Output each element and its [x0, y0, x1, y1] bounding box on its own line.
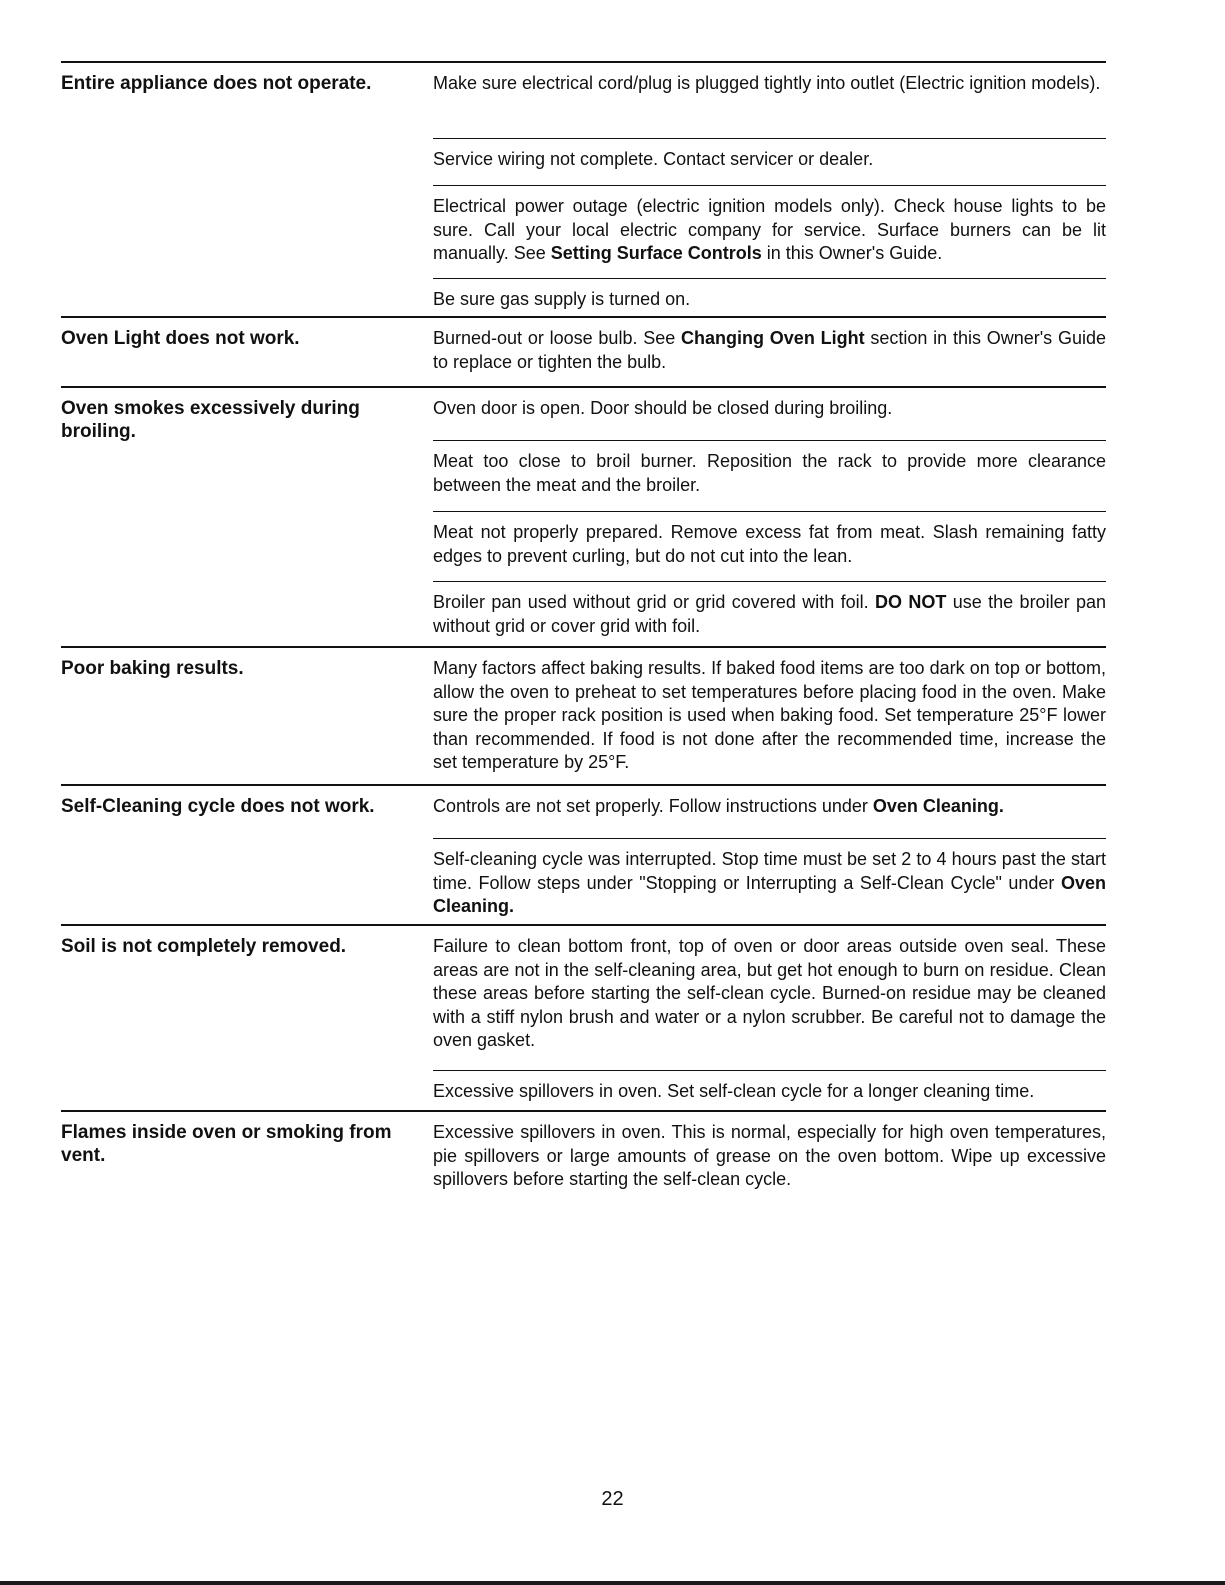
solution-text: [433, 521, 1106, 568]
solution-text: [433, 795, 1106, 819]
emphasis-text: DO NOT: [875, 592, 947, 612]
troubleshooting-row: [61, 386, 1106, 636]
solution-item: [433, 511, 1106, 568]
problem-heading: Poor baking results.: [61, 658, 244, 679]
emphasis-text: Setting Surface Controls: [550, 243, 762, 263]
solution-item: [433, 581, 1106, 638]
troubleshooting-row: [61, 924, 1106, 1101]
text-run: Oven door is open. Door should be closed during broiling.: [433, 398, 893, 418]
problem-heading: Flames inside oven or smoking from vent.: [61, 1122, 392, 1166]
text-run: Excessive spillovers in oven. This is normal, especially for high oven temperatures, pie spillovers or large amounts of grease on the oven bottom. Wipe up excessive spillovers before starting the self-clean cycle.: [433, 1122, 1106, 1189]
page-bottom-edge: [0, 1581, 1225, 1585]
text-run: section in this Owner's Guide to replace or tighten the bulb.: [433, 328, 1106, 372]
emphasis-text: Oven Cleaning.: [433, 872, 1106, 916]
text-run: Burned-out or loose bulb. See: [433, 328, 682, 348]
problem-heading: Oven smokes excessively during broiling.: [61, 398, 360, 442]
solution-item: [433, 318, 1106, 374]
problem-heading: Soil is not completely removed.: [61, 936, 347, 957]
page-number: 22: [601, 1488, 624, 1510]
solution-text: [433, 848, 1106, 919]
text-run: Make sure electrical cord/plug is plugged tightly into outlet (Electric ignition models).: [433, 73, 1101, 93]
solution-text: [433, 72, 1106, 96]
text-run: Excessive spillovers in oven. Set self-clean cycle for a longer cleaning time.: [433, 1081, 1035, 1101]
troubleshooting-row: [61, 61, 1106, 309]
text-run: Failure to clean bottom front, top of oven or door areas outside oven seal. These areas are not in the self-cleaning area, but get hot enough to burn on residue. Clean these areas before starting the self-clean cycle. Burned-on residue may be cleaned with a stiff nylon brush and water or a nylon scrubber. Be careful not to damage the oven gasket.: [433, 936, 1106, 1050]
text-run: Electrical power outage (electric ignition models only). Check house lights to be sure. Call your local electric company for service. Surface burners can be lit manually. See: [433, 196, 1106, 263]
text-run: Controls are not set properly. Follow instructions under: [433, 796, 873, 816]
problem-heading: Entire appliance does not operate.: [61, 73, 372, 94]
solution-item: [433, 388, 1106, 421]
solution-text: [433, 288, 1106, 312]
text-run: use the broiler pan without grid or cover grid with foil.: [433, 592, 1106, 636]
solution-text: [433, 935, 1106, 1053]
solution-item: [433, 1112, 1106, 1192]
solution-text: [433, 397, 1106, 421]
solution-item: [433, 278, 1106, 312]
solution-item: [433, 838, 1106, 919]
solution-text: [433, 1121, 1106, 1192]
solution-item: [433, 786, 1106, 819]
text-run: Meat not properly prepared. Remove excess fat from meat. Slash remaining fatty edges to prevent curling, but do not cut into the lean.: [433, 522, 1106, 566]
troubleshooting-row: [61, 646, 1106, 772]
emphasis-text: Changing Oven Light: [681, 328, 865, 348]
solution-text: [433, 148, 1106, 172]
text-run: Be sure gas supply is turned on.: [433, 289, 691, 309]
solution-item: [433, 185, 1106, 266]
solution-text: [433, 1080, 1106, 1104]
text-run: Service wiring not complete. Contact servicer or dealer.: [433, 149, 874, 169]
emphasis-text: Oven Cleaning.: [872, 796, 1004, 816]
text-run: Self-cleaning cycle was interrupted. Stop time must be set 2 to 4 hours past the start time. Follow steps under "Stopping or Interrupting a Self-Clean Cycle" under: [433, 849, 1106, 893]
solution-item: [433, 1070, 1106, 1104]
solution-text: [433, 195, 1106, 266]
text-run: Meat too close to broil burner. Reposition the rack to provide more clearance between the meat and the broiler.: [433, 451, 1106, 495]
text-run: Broiler pan used without grid or grid covered with foil.: [433, 592, 875, 612]
problem-heading: Self-Cleaning cycle does not work.: [61, 796, 375, 817]
troubleshooting-row: [61, 784, 1106, 916]
solution-text: [433, 591, 1106, 638]
solution-item: [433, 63, 1106, 96]
text-run: in this Owner's Guide.: [761, 243, 943, 263]
solution-item: [433, 138, 1106, 172]
solution-item: [433, 926, 1106, 1053]
solution-item: [433, 440, 1106, 497]
solution-text: [433, 327, 1106, 374]
troubleshooting-row: [61, 1110, 1106, 1189]
solution-text: [433, 657, 1106, 775]
solution-item: [433, 648, 1106, 775]
troubleshooting-row: [61, 316, 1106, 372]
solution-text: [433, 450, 1106, 497]
problem-heading: Oven Light does not work.: [61, 328, 300, 349]
text-run: Many factors affect baking results. If baked food items are too dark on top or bottom, allow the oven to preheat to set temperatures before placing food in the oven. Make sure the proper rack position is used when baking food. Set temperature 25°F lower than recommended. If food is not done after the recommended time, increase the set temperature by 25°F.: [433, 658, 1106, 772]
